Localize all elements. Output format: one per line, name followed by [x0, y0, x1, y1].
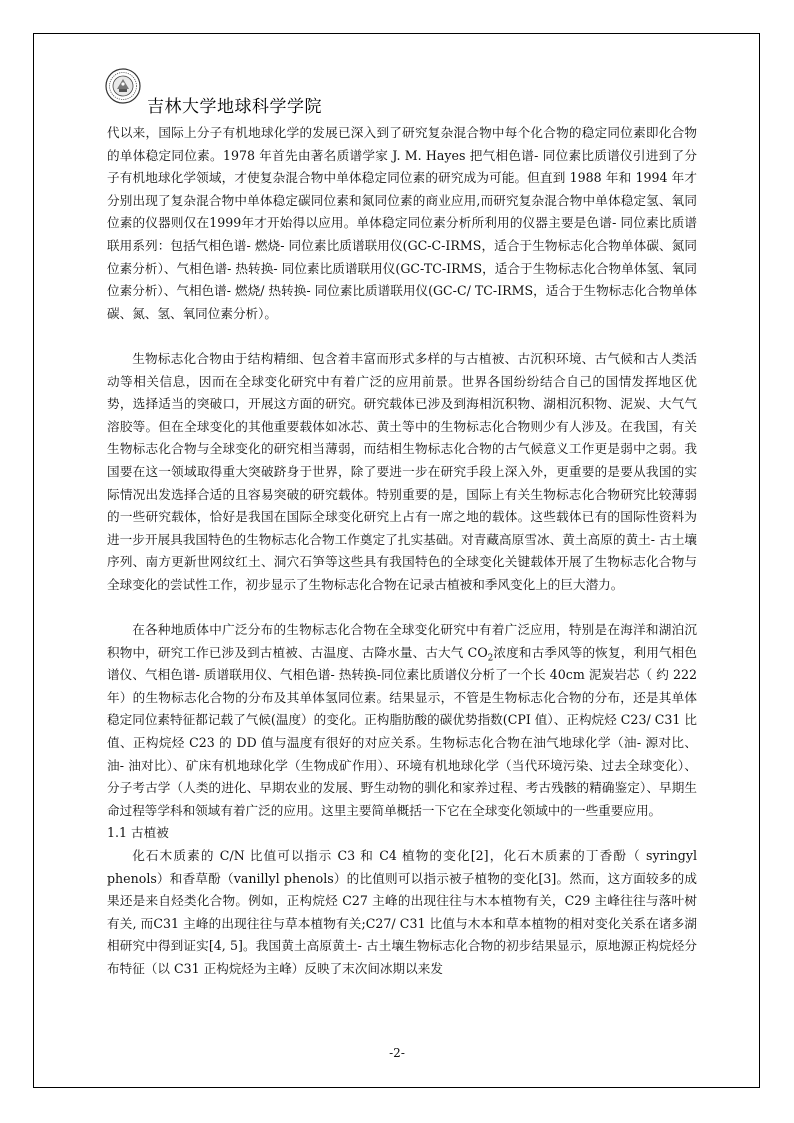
section-heading: 1.1 古植被 — [107, 825, 169, 841]
paragraph: 代以来，国际上分子有机地球化学的发展已深入到了研究复杂混合物中每个化合物的稳定同位素即化合物的单体稳定同位素。1978 年首先由著名质谱学家 J. M. Hayes 把气相色谱- 同位素比质谱仪引进到了分子有机地球化学领域，才使复杂混合物中单体稳定同位素的研究成为可能。但直到 1988 年和 1994 年才分别出现了复杂混合物中单体稳定碳同位素和氮同位素的商业应用,而研究复杂混合物中单体稳定氢、氧同位素的仪器则仅在1999年才开始得以应用。单体稳定同位素分析所利用的仪器主要是色谱- 同位素比质谱联用系列：包括气相色谱- 燃烧- 同位素比质谱联用仪(GC-C-IRMS，适合于生物标志化合物单体碳、氮同位素分析）、气相色谱- 热转换- 同位素比质谱联用仪(GC-TC-IRMS，适合于生物标志化合物单体氢、氧同位素分析）、气相色谱- 燃烧/ 热转换- 同位素比质谱联用仪(GC-C/ TC-IRMS，适合于生物标志化合物单体碳、氮、氢、氧同位素分析）。 — [107, 125, 697, 321]
paragraph — [107, 619, 697, 822]
subscript: 2 — [487, 653, 494, 664]
university-seal-icon — [105, 68, 141, 104]
paragraph: 生物标志化合物由于结构精细、包含着丰富而形式多样的与古植被、古沉积环境、古气候和古人类活动等相关信息，因而在全球变化研究中有着广泛的应用前景。世界各国纷纷结合自己的国情发挥地区优势，选择适当的突破口，开展这方面的研究。研究载体已涉及到海相沉积物、湖相沉积物、泥炭、大气气溶胶等。但在全球变化的其他重要载体如冰芯、黄土等中的生物标志化合物则少有人涉及。在我国，有关生物标志化合物与全球变化的研究相当薄弱，而结相生物标志化合物的古气候意义工作更是弱中之弱。我国要在这一领域取得重大突破跻身于世界，除了要进一步在研究手段上深入外，更重要的是要从我国的实际情况出发选择合适的且容易突破的研究载体。特别重要的是，国际上有关生物标志化合物研究比较薄弱的一些研究载体，恰好是我国在国际全球变化研究上占有一席之地的载体。这些载体已有的国际性资料为进一步开展具我国特色的生物标志化合物工作奠定了扎实基础。对青藏高原雪冰、黄土高原的黄土- 古土壤序列、南方更新世网纹红土、洞穴石笋等这些具有我国特色的全球变化关键载体开展了生物标志化合物与全球变化的尝试性工作，初步显示了生物标志化合物在记录古植被和季风变化上的巨大潜力。 — [107, 350, 697, 592]
page-number: -2- — [389, 1046, 405, 1060]
paragraph-text: 在各种地质体中广泛分布的生物标志化合物在全球变化研究中有着广泛应用，特别是在海洋和湖泊沉积物中，研究工作已涉及到古植被、古温度、古降水量、古大气 CO — [107, 622, 697, 660]
paragraph-spacer — [107, 325, 697, 348]
page-header — [105, 68, 705, 116]
main-text — [107, 122, 697, 981]
paragraph: 化石木质素的 C/N 比值可以指示 C3 和 C4 植物的变化[2]，化石木质素的丁香酚（ syringyl phenols）和香草酚（vanillyl phenols）的比值则可以指示被子植物的变化[3]。然而，这方面较多的成果还是来自烃类化合物。例如，正构烷烃 C27 主峰的出现往往与木本植物有关，C29 主峰往往与落叶树有关, 而C31 主峰的出现往往与草本植物有关;C27/ C31 比值与木本和草本植物的相对变化关系在诸多湖相研究中得到证实[4, 5]。我国黄土高原黄土- 古土壤生物标志化合物的初步结果显示，原地源正构烷烃分布特征（以 C31 正构烷烃为主峰）反映了末次间冰期以来发 — [107, 848, 697, 976]
paragraph-text: 浓度和古季风等的恢复，利用气相色谱仪、气相色谱- 质谱联用仪、气相色谱- 热转换-同位素比质谱仪分析了一个长 40cm 泥炭岩芯（ 约 222 年）的生物标志化合物的分布及其单体氢同位素。结果显示，不管是生物标志化合物的分布，还是其单体稳定同位素特征都记载了气候(温度）的变化。正构脂肪酸的碳优势指数(CPI 值）、正构烷烃 C23/ C31 比值、正构烷烃 C23 的 DD 值与温度有很好的对应关系。生物标志化合物在油气地球化学（油- 源对比、油- 油对比）、矿床有机地球化学（生物成矿作用）、环境有机地球化学（当代环境污染、过去全球变化）、分子考古学（人类的进化、早期农业的发展、野生动物的驯化和家养过程、考古残骸的精确鉴定）、早期生命过程等学科和领域有着广泛的应用。这里主要简单概括一下它在全球变化领域中的一些重要应用。 — [107, 644, 698, 818]
paragraph-spacer — [107, 596, 697, 619]
header-title: 吉林大学地球科学学院 — [147, 97, 322, 117]
